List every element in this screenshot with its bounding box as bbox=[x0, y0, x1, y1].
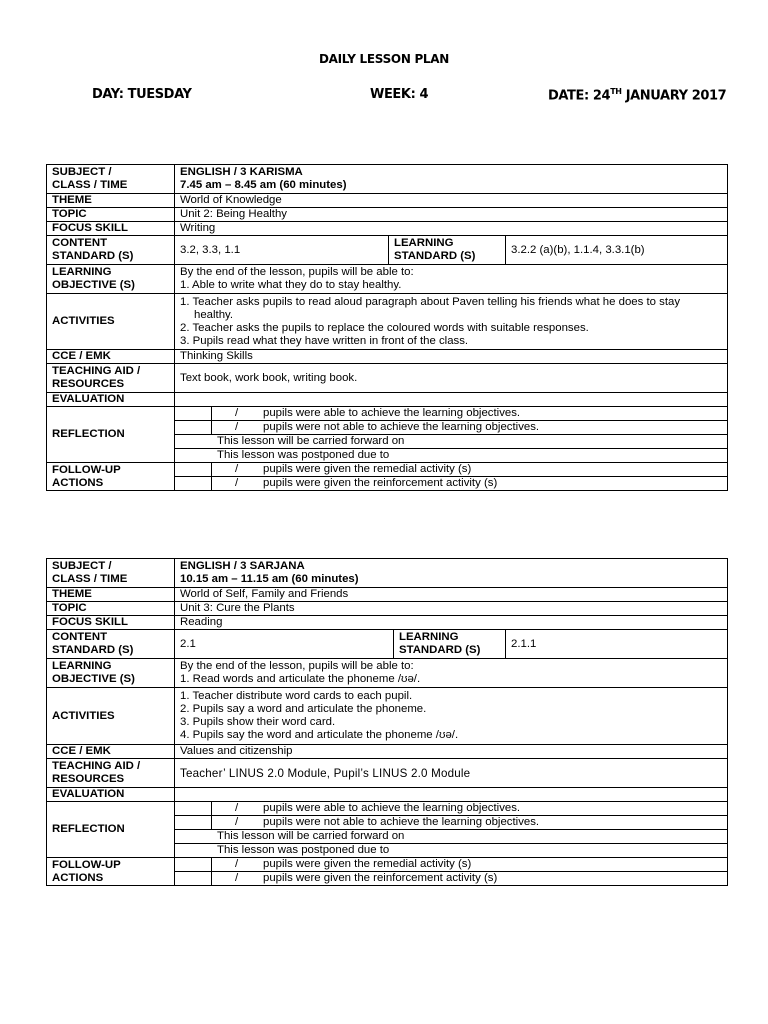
followup-tick-cell bbox=[175, 477, 212, 491]
cce-value: Thinking Skills bbox=[175, 350, 728, 364]
evaluation-row bbox=[47, 393, 728, 407]
reflection-not-achieved: / pupils were not able to achieve the learning objectives. bbox=[212, 421, 728, 435]
evaluation-label: EVALUATION bbox=[47, 393, 175, 407]
day-label: DAY: TUESDAY bbox=[92, 87, 192, 102]
page-title: DAILY LESSON PLAN bbox=[318, 52, 450, 66]
reflection-postponed: This lesson was postponed due to bbox=[175, 449, 728, 463]
activity-item: 2. Pupils say a word and articulate the phoneme. bbox=[180, 703, 427, 715]
date-label: DATE: 24TH JANUARY 2017 bbox=[548, 87, 727, 104]
reflection-postponed: This lesson was postponed due to bbox=[175, 844, 728, 858]
followup-row bbox=[47, 858, 728, 872]
activities-label: ACTIVITIES bbox=[47, 294, 175, 350]
topic-label: TOPIC bbox=[47, 602, 175, 616]
resources-label: TEACHING AID / RESOURCES bbox=[47, 364, 175, 393]
learning-standard-value: 3.2.2 (a)(b), 1.1.4, 3.3.1(b) bbox=[506, 236, 728, 265]
content-standard-label: CONTENT STANDARD (S) bbox=[47, 630, 175, 659]
evaluation-value bbox=[175, 788, 728, 802]
evaluation-row bbox=[47, 788, 728, 802]
evaluation-value bbox=[175, 393, 728, 407]
theme-value: World of Self, Family and Friends bbox=[175, 588, 728, 602]
activity-item: 4. Pupils say the word and articulate the phoneme /ʊə/. bbox=[180, 729, 459, 741]
resources-label: TEACHING AID / RESOURCES bbox=[47, 759, 175, 788]
reflection-forward: This lesson will be carried forward on bbox=[175, 435, 728, 449]
reflection-achieved: / pupils were able to achieve the learning objectives. bbox=[212, 802, 728, 816]
cce-label: CCE / EMK bbox=[47, 745, 175, 759]
reflection-row bbox=[47, 407, 728, 421]
learning-standard-label: LEARNING STANDARD (S) bbox=[394, 630, 506, 659]
theme-row bbox=[47, 194, 728, 208]
objective-label: LEARNING OBJECTIVE (S) bbox=[47, 659, 175, 688]
followup-remedial: / pupils were given the remedial activity (s) bbox=[212, 858, 728, 872]
content-standard-value: 2.1 bbox=[175, 630, 394, 659]
resources-value: Text book, work book, writing book. bbox=[175, 364, 728, 393]
activities-value bbox=[175, 688, 728, 745]
followup-row bbox=[47, 463, 728, 477]
reflection-not-achieved: / pupils were not able to achieve the learning objectives. bbox=[212, 816, 728, 830]
content-standard-label: CONTENT STANDARD (S) bbox=[47, 236, 175, 265]
focus-row bbox=[47, 616, 728, 630]
lesson-plan-table-1 bbox=[46, 164, 728, 491]
objective-label: LEARNING OBJECTIVE (S) bbox=[47, 265, 175, 294]
focus-value: Reading bbox=[175, 616, 728, 630]
standard-row bbox=[47, 630, 728, 659]
followup-label: FOLLOW-UP ACTIONS bbox=[47, 858, 175, 886]
subject-value: ENGLISH / 3 SARJANA 10.15 am – 11.15 am (60 minutes) bbox=[175, 559, 728, 588]
topic-value: Unit 3: Cure the Plants bbox=[175, 602, 728, 616]
activity-item: 3. Pupils show their word card. bbox=[180, 716, 336, 728]
theme-value: World of Knowledge bbox=[175, 194, 728, 208]
cce-row bbox=[47, 350, 728, 364]
content-standard-value: 3.2, 3.3, 1.1 bbox=[175, 236, 389, 265]
focus-label: FOCUS SKILL bbox=[47, 222, 175, 236]
activity-item: 1. Teacher distribute word cards to each pupil. bbox=[180, 690, 413, 702]
followup-reinforcement: / pupils were given the reinforcement activity (s) bbox=[212, 872, 728, 886]
reflection-label: REFLECTION bbox=[47, 802, 175, 858]
resources-value: Teacher’ LINUS 2.0 Module, Pupil’s LINUS 2.0 Module bbox=[175, 759, 728, 788]
evaluation-label: EVALUATION bbox=[47, 788, 175, 802]
followup-tick-cell bbox=[175, 858, 212, 872]
focus-row bbox=[47, 222, 728, 236]
reflection-label: REFLECTION bbox=[47, 407, 175, 463]
cce-value: Values and citizenship bbox=[175, 745, 728, 759]
activity-item: 2. Teacher asks the pupils to replace the coloured words with suitable responses. bbox=[180, 321, 589, 334]
topic-row bbox=[47, 602, 728, 616]
followup-tick-cell bbox=[175, 463, 212, 477]
learning-standard-value: 2.1.1 bbox=[506, 630, 728, 659]
focus-label: FOCUS SKILL bbox=[47, 616, 175, 630]
lesson-plan-table-2 bbox=[46, 558, 728, 886]
subject-label: SUBJECT / CLASS / TIME bbox=[47, 559, 175, 588]
objective-value: By the end of the lesson, pupils will be able to: 1. Read words and articulate the phoneme /ʊə/. bbox=[175, 659, 728, 688]
theme-label: THEME bbox=[47, 194, 175, 208]
activities-value bbox=[175, 294, 728, 350]
activity-item: 1. Teacher asks pupils to read aloud paragraph about Paven telling his friends what he does to stay healthy. bbox=[180, 295, 681, 321]
week-label: WEEK: 4 bbox=[370, 87, 429, 102]
reflection-tick-cell bbox=[175, 802, 212, 816]
subject-label: SUBJECT / CLASS / TIME bbox=[47, 165, 175, 194]
activities-row bbox=[47, 294, 728, 350]
followup-label: FOLLOW-UP ACTIONS bbox=[47, 463, 175, 491]
activity-item: 3. Pupils read what they have written in front of the class. bbox=[180, 334, 469, 347]
cce-row bbox=[47, 745, 728, 759]
followup-tick-cell bbox=[175, 872, 212, 886]
theme-row bbox=[47, 588, 728, 602]
topic-value: Unit 2: Being Healthy bbox=[175, 208, 728, 222]
subject-value: ENGLISH / 3 KARISMA 7.45 am – 8.45 am (60 minutes) bbox=[175, 165, 728, 194]
objective-row bbox=[47, 265, 728, 294]
followup-remedial: / pupils were given the remedial activity (s) bbox=[212, 463, 728, 477]
objective-value: By the end of the lesson, pupils will be able to: 1. Able to write what they do to stay healthy. bbox=[175, 265, 728, 294]
followup-reinforcement: / pupils were given the reinforcement activity (s) bbox=[212, 477, 728, 491]
reflection-tick-cell bbox=[175, 816, 212, 830]
objective-row bbox=[47, 659, 728, 688]
topic-label: TOPIC bbox=[47, 208, 175, 222]
reflection-tick-cell bbox=[175, 407, 212, 421]
subject-row bbox=[47, 559, 728, 588]
learning-standard-label: LEARNING STANDARD (S) bbox=[389, 236, 506, 265]
cce-label: CCE / EMK bbox=[47, 350, 175, 364]
reflection-forward: This lesson will be carried forward on bbox=[175, 830, 728, 844]
standard-row bbox=[47, 236, 728, 265]
activities-row bbox=[47, 688, 728, 745]
subject-row bbox=[47, 165, 728, 194]
focus-value: Writing bbox=[175, 222, 728, 236]
reflection-row bbox=[47, 802, 728, 816]
activities-label: ACTIVITIES bbox=[47, 688, 175, 745]
resources-row bbox=[47, 759, 728, 788]
theme-label: THEME bbox=[47, 588, 175, 602]
reflection-tick-cell bbox=[175, 421, 212, 435]
reflection-achieved: / pupils were able to achieve the learning objectives. bbox=[212, 407, 728, 421]
resources-row bbox=[47, 364, 728, 393]
topic-row bbox=[47, 208, 728, 222]
